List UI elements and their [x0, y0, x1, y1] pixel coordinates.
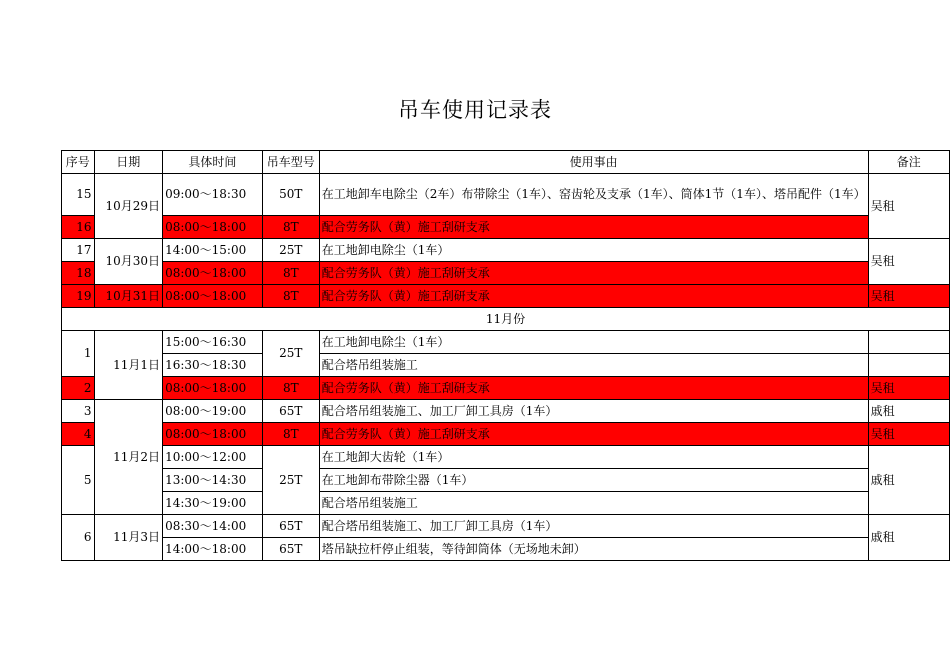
row-reason: 配合塔吊组装施工、加工厂卸工具房（1车） — [319, 515, 868, 538]
row-reason: 在工地卸电除尘（1车） — [319, 239, 868, 262]
row-time: 15:00～16:30 — [163, 331, 263, 354]
row-no: 3 — [62, 400, 95, 423]
row-model: 25T — [262, 239, 319, 262]
crane-usage-table — [61, 150, 950, 561]
table-row — [62, 538, 950, 561]
table-row — [62, 262, 950, 285]
row-date: 10月31日 — [94, 285, 163, 308]
row-no: 1 — [62, 331, 95, 377]
row-time: 13:00～14:30 — [163, 469, 263, 492]
row-no: 4 — [62, 423, 95, 446]
row-note: 戚租 — [868, 515, 949, 561]
row-time: 16:30～18:30 — [163, 354, 263, 377]
row-reason: 配合塔吊组装施工 — [319, 492, 868, 515]
header-date: 日期 — [94, 151, 163, 174]
row-no: 6 — [62, 515, 95, 561]
row-reason: 在工地卸车电除尘（2车）布带除尘（1车）、窑齿轮及支承（1车）、筒体1节（1车）、塔吊配件（1车） — [319, 174, 868, 216]
row-model: 25T — [262, 331, 319, 377]
table-row — [62, 515, 950, 538]
row-model: 8T — [262, 262, 319, 285]
row-no: 15 — [62, 174, 95, 216]
row-reason: 在工地卸电除尘（1车） — [319, 331, 868, 354]
row-time: 08:00～18:00 — [163, 216, 263, 239]
row-model: 65T — [262, 538, 319, 561]
row-time: 14:00～15:00 — [163, 239, 263, 262]
table-row — [62, 354, 950, 377]
row-date: 10月29日 — [94, 174, 163, 239]
row-no: 17 — [62, 239, 95, 262]
row-reason: 配合劳务队（黄）施工刮研支承 — [319, 216, 868, 239]
row-reason: 塔吊缺拉杆停止组装，等待卸筒体（无场地未卸） — [319, 538, 868, 561]
table-row — [62, 423, 950, 446]
row-note: 吴租 — [868, 239, 949, 285]
row-note: 戚租 — [868, 446, 949, 515]
month-label: 11月份 — [62, 308, 950, 331]
table-row — [62, 239, 950, 262]
table-row — [62, 492, 950, 515]
month-separator-row — [62, 308, 950, 331]
row-model: 25T — [262, 446, 319, 515]
row-no: 2 — [62, 377, 95, 400]
row-reason: 配合塔吊组装施工、加工厂卸工具房（1车） — [319, 400, 868, 423]
table-row — [62, 469, 950, 492]
row-model: 8T — [262, 216, 319, 239]
row-date: 11月3日 — [94, 515, 163, 561]
row-reason: 配合劳务队（黄）施工刮研支承 — [319, 377, 868, 400]
row-time: 08:00～18:00 — [163, 377, 263, 400]
header-time: 具体时间 — [163, 151, 263, 174]
table-row — [62, 400, 950, 423]
header-reason: 使用事由 — [319, 151, 868, 174]
row-time: 08:00～18:00 — [163, 285, 263, 308]
row-note: 吴租 — [868, 285, 949, 308]
row-time: 14:00～18:00 — [163, 538, 263, 561]
table-row — [62, 285, 950, 308]
table-row — [62, 174, 950, 216]
row-time: 08:00～19:00 — [163, 400, 263, 423]
row-time: 09:00～18:30 — [163, 174, 263, 216]
row-reason: 配合劳务队（黄）施工刮研支承 — [319, 262, 868, 285]
row-note: 吴租 — [868, 377, 949, 400]
row-model: 8T — [262, 423, 319, 446]
row-no: 18 — [62, 262, 95, 285]
row-no: 16 — [62, 216, 95, 239]
row-reason: 在工地卸大齿轮（1车） — [319, 446, 868, 469]
row-time: 08:00～18:00 — [163, 262, 263, 285]
header-note: 备注 — [868, 151, 949, 174]
row-time: 10:00～12:00 — [163, 446, 263, 469]
table-row — [62, 331, 950, 354]
row-model: 8T — [262, 285, 319, 308]
row-time: 08:30～14:00 — [163, 515, 263, 538]
row-note — [868, 331, 949, 354]
table-header-row — [62, 151, 950, 174]
row-model: 65T — [262, 400, 319, 423]
table-row — [62, 216, 950, 239]
table-row — [62, 377, 950, 400]
row-date: 11月1日 — [94, 331, 163, 400]
row-note — [868, 354, 949, 377]
page-title: 吊车使用记录表 — [398, 98, 552, 122]
row-note: 戚租 — [868, 400, 949, 423]
header-model: 吊车型号 — [262, 151, 319, 174]
row-time: 08:00～18:00 — [163, 423, 263, 446]
row-reason: 配合塔吊组装施工 — [319, 354, 868, 377]
row-date: 10月30日 — [94, 239, 163, 285]
row-time: 14:30～19:00 — [163, 492, 263, 515]
row-no: 5 — [62, 446, 95, 515]
row-note: 吴租 — [868, 423, 949, 446]
table-row — [62, 446, 950, 469]
row-note: 吴租 — [868, 174, 949, 239]
row-reason: 配合劳务队（黄）施工刮研支承 — [319, 423, 868, 446]
row-model: 65T — [262, 515, 319, 538]
row-reason: 在工地卸布带除尘器（1车） — [319, 469, 868, 492]
row-no: 19 — [62, 285, 95, 308]
header-no: 序号 — [62, 151, 95, 174]
row-model: 8T — [262, 377, 319, 400]
row-model: 50T — [262, 174, 319, 216]
row-reason: 配合劳务队（黄）施工刮研支承 — [319, 285, 868, 308]
row-date: 11月2日 — [94, 400, 163, 515]
